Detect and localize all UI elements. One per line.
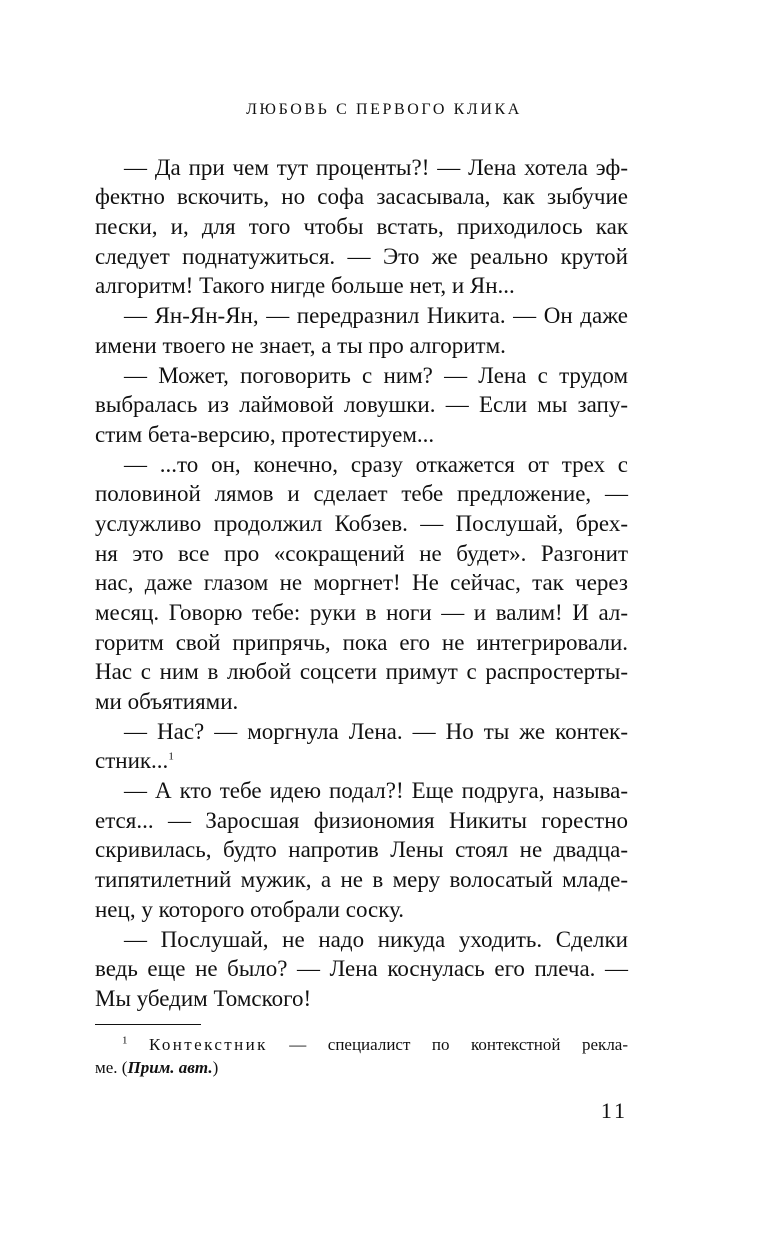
text-line: ня это все про «сокращений не будет». Разгонит <box>95 541 628 566</box>
text-line: Мы убедим Томского! <box>95 986 312 1011</box>
text-line: следует поднатужиться. — Это же реально крутой <box>95 244 628 269</box>
footnote-separator <box>95 1024 201 1025</box>
text-line: стим бета-версию, протестируем... <box>95 422 435 447</box>
text-line: пески, и, для того чтобы встать, приходилось как <box>95 214 628 239</box>
text-line: — Ян-Ян-Ян, — передразнил Никита. — Он даже <box>124 303 628 328</box>
text-line: скривилась, будто напротив Лены стоял не двадца- <box>95 837 628 862</box>
text-line: имени твоего не знает, а ты про алгоритм. <box>95 333 506 358</box>
footnote-line <box>122 1034 628 1056</box>
text-line: — Да при чем тут проценты?! — Лена хотела эф- <box>124 155 628 180</box>
text-line: ется... — Заросшая физиономия Никиты горестно <box>95 808 628 833</box>
text-line: горитм свой припрячь, пока его не интегрировали. <box>95 630 628 655</box>
text-line: ми объятиями. <box>95 689 239 714</box>
footnote-line <box>95 1057 628 1079</box>
footnote-author-note: Прим. авт. <box>127 1058 213 1077</box>
text-line: ведь еще не было? — Лена коснулась его плеча. — <box>95 956 628 981</box>
footnote-term: Контекстник <box>149 1035 268 1054</box>
text-line: Нас с ним в любой соцсети примут с распростерты- <box>95 659 628 684</box>
text-line: месяц. Говорю тебе: руки в ноги — и валим! И ал- <box>95 600 628 625</box>
running-head: ЛЮБОВЬ С ПЕРВОГО КЛИКА <box>246 101 522 118</box>
footnote-text: ме. ( <box>95 1058 128 1077</box>
text-line: фектно вскочить, но софа засасывала, как зыбучие <box>95 184 628 209</box>
footnote-definition: — специалист по контекстной рекла- <box>289 1035 629 1054</box>
text-line: услужливо продолжил Кобзев. — Послушай, брех- <box>95 511 628 536</box>
text-line: нас, даже глазом не моргнет! Не сейчас, так через <box>95 570 628 595</box>
text-line: — Послушай, не надо никуда уходить. Сделки <box>124 927 628 952</box>
text-line: — Нас? — моргнула Лена. — Но ты же контек- <box>124 719 628 744</box>
text-line: — ...то он, конечно, сразу откажется от трех с <box>124 452 628 477</box>
page-number: 11 <box>600 1098 628 1123</box>
text-line: — Может, поговорить с ним? — Лена с трудом <box>124 363 628 388</box>
footnote-reference: 1 <box>168 750 174 763</box>
text-line <box>95 747 628 775</box>
footnote-text: ) <box>212 1058 219 1077</box>
footnote-marker: 1 <box>122 1034 128 1047</box>
text-line: алгоритм! Такого нигде больше нет, и Ян... <box>95 273 515 298</box>
text-fragment: стник... <box>95 748 169 773</box>
text-line: половиной лямов и сделает тебе предложение, — <box>95 481 628 506</box>
text-line: нец, у которого отобрали соску. <box>95 897 405 922</box>
text-line: типятилетний мужик, а не в меру волосатый младе- <box>95 867 628 892</box>
text-line: — А кто тебе идею подал?! Еще подруга, называ- <box>124 778 628 803</box>
text-line: выбралась из лаймовой ловушки. — Если мы запу- <box>95 392 628 417</box>
